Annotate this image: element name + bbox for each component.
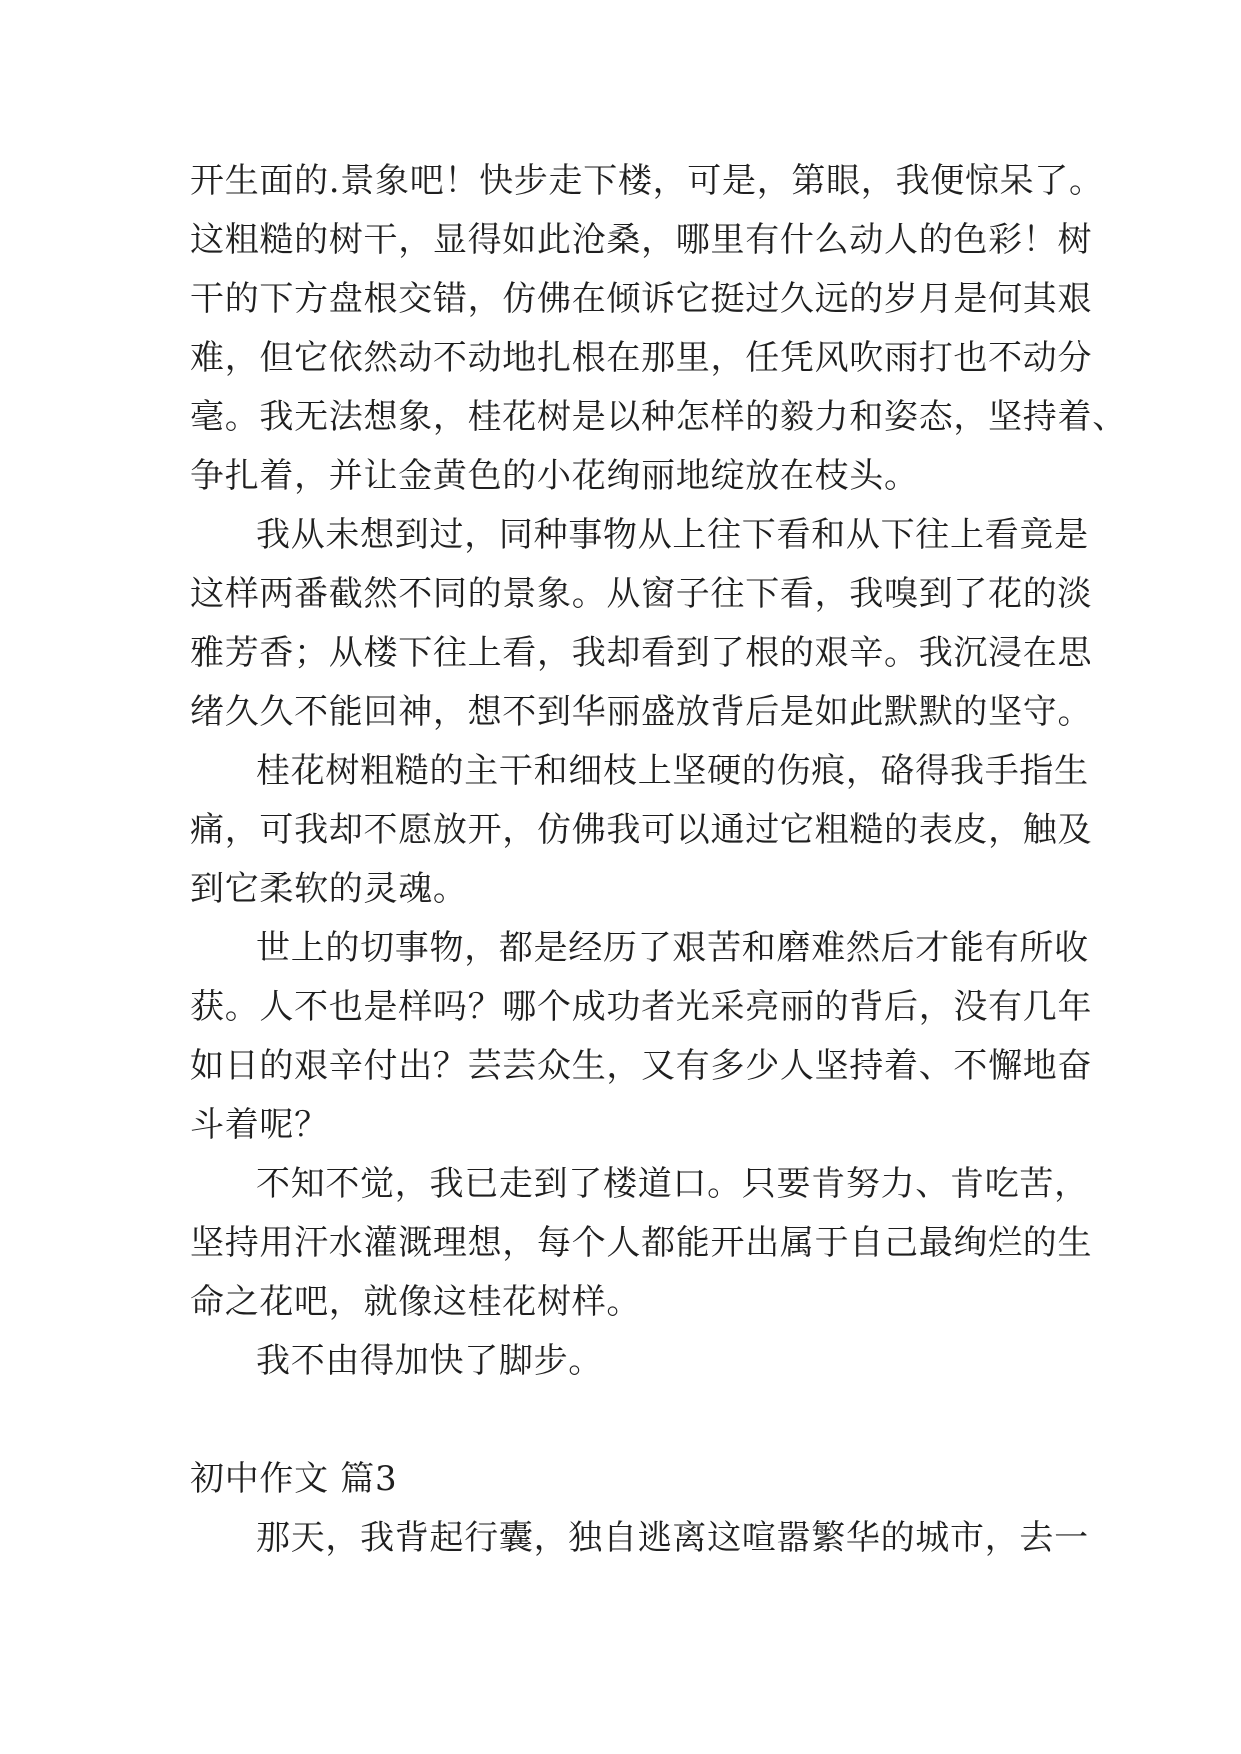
text-line: 争扎着，并让金黄色的小花绚丽地绽放在枝头。 [190,456,919,496]
text-line: 坚持用汗水灌溉理想，每个人都能开出属于自己最绚烂的生 [190,1223,1093,1263]
text-line: 绪久久不能回神，想不到华丽盛放背后是如此默默的坚守。 [190,692,1093,732]
section-heading: 初中作文 篇3 [190,1459,398,1499]
text-line: 斗着呢？ [190,1105,329,1145]
text-line: 雅芳香；从楼下往上看，我却看到了根的艰辛。我沉浸在思 [190,633,1093,673]
text-line: 如日的艰辛付出？芸芸众生，又有多少人坚持着、不懈地奋 [190,1046,1093,1086]
text-line: 干的下方盘根交错，仿佛在倾诉它挺过久远的岁月是何其艰 [190,279,1093,319]
text-line: 我从未想到过，同种事物从上往下看和从下往上看竟是 [256,515,1089,555]
text-line: 这样两番截然不同的景象。从窗子往下看，我嗅到了花的淡 [190,574,1093,614]
text-line: 开生面的.景象吧！快步走下楼，可是，第眼，我便惊呆了。 [190,161,1104,201]
text-line: 难，但它依然动不动地扎根在那里，任凭风吹雨打也不动分 [190,338,1093,378]
text-line: 毫。我无法想象，桂花树是以种怎样的毅力和姿态，坚持着、 [190,397,1127,437]
text-line: 我不由得加快了脚步。 [256,1341,603,1381]
text-line: 到它柔软的灵魂。 [190,869,468,909]
text-line: 桂花树粗糙的主干和细枝上坚硬的伤痕，硌得我手指生 [256,751,1089,791]
text-line: 世上的切事物，都是经历了艰苦和磨难然后才能有所收 [256,928,1089,968]
text-line: 不知不觉，我已走到了楼道口。只要肯努力、肯吃苦， [256,1164,1089,1204]
text-line: 那天，我背起行囊，独自逃离这喧嚣繁华的城市，去一 [256,1518,1089,1558]
text-line: 这粗糙的树干，显得如此沧桑，哪里有什么动人的色彩！树 [190,220,1093,260]
text-line: 获。人不也是样吗？哪个成功者光采亮丽的背后，没有几年 [190,987,1093,1027]
text-line: 命之花吧，就像这桂花树样。 [190,1282,642,1322]
text-line: 痛，可我却不愿放开，仿佛我可以通过它粗糙的表皮，触及 [190,810,1093,850]
